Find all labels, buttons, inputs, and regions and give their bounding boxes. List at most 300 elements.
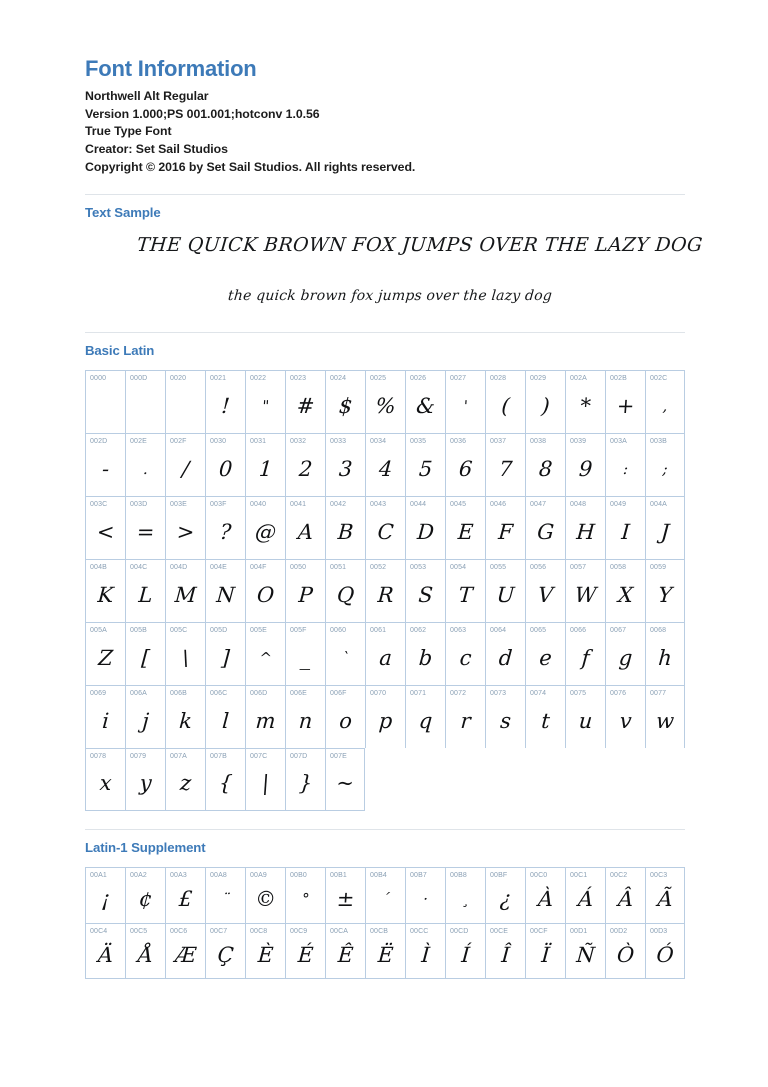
glyph-character: ¸: [461, 890, 471, 909]
glyph-cell[interactable]: [525, 622, 565, 685]
glyph-cell[interactable]: [365, 923, 405, 979]
glyph-character: 5: [418, 456, 434, 481]
glyph-cell[interactable]: [205, 370, 245, 433]
glyph-cell[interactable]: [205, 559, 245, 622]
glyph-cell[interactable]: [285, 370, 325, 433]
glyph-cell[interactable]: [485, 559, 525, 622]
glyph-cell[interactable]: [205, 748, 245, 811]
glyph-codepoint-label: 002C: [650, 375, 668, 383]
glyph-cell[interactable]: [325, 622, 365, 685]
glyph-codepoint-label: 003B: [650, 438, 667, 446]
glyph-codepoint-label: 00C1: [570, 872, 588, 880]
glyph-cell[interactable]: [605, 370, 645, 433]
glyph-cell[interactable]: [165, 622, 205, 685]
glyph-cell[interactable]: [645, 622, 685, 685]
glyph-codepoint-label: 00B7: [410, 872, 427, 880]
glyph-codepoint-label: 0045: [450, 501, 467, 509]
glyph-codepoint-label: 0054: [450, 564, 467, 572]
glyph-character: +: [616, 393, 636, 418]
glyph-grid-row: [85, 559, 685, 622]
glyph-cell[interactable]: [325, 748, 365, 811]
glyph-codepoint-label: 0029: [530, 375, 547, 383]
glyph-codepoint-label: 007E: [330, 753, 347, 761]
glyph-cell[interactable]: [85, 622, 125, 685]
glyph-character: ¡: [100, 887, 111, 912]
glyph-character: f: [580, 645, 591, 670]
glyph-codepoint-label: 00B8: [450, 872, 467, 880]
glyph-cell[interactable]: [325, 923, 365, 979]
glyph-character: L: [137, 582, 154, 607]
glyph-character: a: [378, 645, 393, 670]
glyph-cell[interactable]: [565, 923, 605, 979]
glyph-cell[interactable]: [325, 559, 365, 622]
glyph-cell[interactable]: [125, 433, 165, 496]
glyph-codepoint-label: 0060: [330, 627, 347, 635]
glyph-cell[interactable]: [325, 370, 365, 433]
glyph-cell[interactable]: [85, 496, 125, 559]
glyph-character: z: [179, 771, 193, 796]
glyph-codepoint-label: 00C6: [170, 928, 188, 936]
glyph-cell[interactable]: [205, 867, 245, 923]
glyph-codepoint-label: 005E: [250, 627, 267, 635]
glyph-cell[interactable]: [365, 370, 405, 433]
glyph-codepoint-label: 00B4: [370, 872, 387, 880]
glyph-character: Z: [97, 645, 114, 670]
glyph-codepoint-label: 00D1: [570, 928, 588, 936]
glyph-cell[interactable]: [365, 622, 405, 685]
glyph-codepoint-label: 0068: [650, 627, 667, 635]
glyph-cell[interactable]: [285, 559, 325, 622]
glyph-character: %: [374, 393, 397, 418]
glyph-codepoint-label: 0026: [410, 375, 427, 383]
glyph-cell[interactable]: [645, 433, 685, 496]
glyph-codepoint-label: 00A8: [210, 872, 227, 880]
glyph-grid-row: [85, 496, 685, 559]
glyph-codepoint-label: 00CE: [490, 928, 509, 936]
glyph-character: .: [142, 459, 149, 478]
glyph-cell[interactable]: [445, 923, 485, 979]
glyph-codepoint-label: 006F: [330, 690, 347, 698]
glyph-character: =: [136, 519, 156, 544]
glyph-character: 4: [378, 456, 394, 481]
glyph-cell[interactable]: [605, 433, 645, 496]
glyph-character: 1: [258, 456, 274, 481]
glyph-cell[interactable]: [605, 923, 645, 979]
glyph-character: p: [378, 708, 394, 733]
glyph-codepoint-label: 00CC: [410, 928, 429, 936]
glyph-cell[interactable]: [205, 685, 245, 748]
glyph-character: 0: [218, 456, 234, 481]
glyph-character: ´: [381, 890, 391, 909]
glyph-character: 6: [458, 456, 474, 481]
glyph-cell[interactable]: [205, 496, 245, 559]
glyph-grid-row: [85, 370, 685, 433]
glyph-cell[interactable]: [405, 622, 445, 685]
glyph-cell[interactable]: [485, 370, 525, 433]
font-family-name: Northwell Alt Regular: [85, 89, 209, 104]
glyph-cell[interactable]: [645, 496, 685, 559]
glyph-cell[interactable]: [365, 559, 405, 622]
glyph-codepoint-label: 0070: [370, 690, 387, 698]
glyph-cell[interactable]: [565, 867, 605, 923]
glyph-cell[interactable]: [245, 923, 285, 979]
glyph-cell[interactable]: [125, 867, 165, 923]
glyph-cell[interactable]: [165, 559, 205, 622]
glyph-cell[interactable]: [405, 685, 445, 748]
glyph-cell[interactable]: [445, 433, 485, 496]
glyph-character: -: [101, 456, 111, 481]
glyph-cell[interactable]: [565, 433, 605, 496]
glyph-cell[interactable]: [365, 496, 405, 559]
glyph-cell[interactable]: [485, 622, 525, 685]
glyph-cell[interactable]: [85, 559, 125, 622]
glyph-cell[interactable]: [565, 559, 605, 622]
glyph-cell[interactable]: [205, 923, 245, 979]
glyph-codepoint-label: 005C: [170, 627, 188, 635]
glyph-character: Ã: [656, 887, 674, 912]
glyph-cell[interactable]: [365, 867, 405, 923]
glyph-codepoint-label: 0035: [410, 438, 427, 446]
glyph-character: 7: [498, 456, 514, 481]
glyph-character: Ì: [420, 942, 431, 967]
glyph-codepoint-label: 004F: [250, 564, 267, 572]
glyph-grid-row: [85, 748, 685, 811]
glyph-cell[interactable]: [645, 370, 685, 433]
glyph-cell[interactable]: [525, 923, 565, 979]
glyph-character: i: [101, 708, 110, 733]
glyph-cell[interactable]: [245, 867, 285, 923]
glyph-cell[interactable]: [365, 685, 405, 748]
glyph-character: v: [618, 708, 633, 733]
glyph-cell[interactable]: [165, 433, 205, 496]
glyph-codepoint-label: 003C: [90, 501, 108, 509]
glyph-cell[interactable]: [405, 370, 445, 433]
glyph-character: O: [256, 582, 276, 607]
glyph-character: Ï: [540, 942, 551, 967]
glyph-cell[interactable]: [85, 370, 125, 433]
glyph-cell[interactable]: [245, 433, 285, 496]
glyph-cell[interactable]: [165, 923, 205, 979]
glyph-cell[interactable]: [445, 370, 485, 433]
glyph-cell[interactable]: [405, 559, 445, 622]
glyph-character: Å: [137, 942, 155, 967]
glyph-cell[interactable]: [525, 496, 565, 559]
glyph-character: D: [416, 519, 435, 544]
glyph-cell[interactable]: [645, 923, 685, 979]
glyph-character: e: [538, 645, 553, 670]
glyph-cell[interactable]: [245, 622, 285, 685]
glyph-cell[interactable]: [445, 559, 485, 622]
glyph-cell[interactable]: [285, 748, 325, 811]
glyph-codepoint-label: 0000: [90, 375, 107, 383]
glyph-character: Ò: [616, 942, 636, 967]
glyph-codepoint-label: 000D: [130, 375, 148, 383]
glyph-character: b: [418, 645, 434, 670]
glyph-character: Ñ: [575, 942, 596, 967]
glyph-cell[interactable]: [605, 622, 645, 685]
glyph-character: W: [574, 582, 598, 607]
glyph-character: F: [497, 519, 514, 544]
glyph-cell[interactable]: [85, 923, 125, 979]
glyph-cell[interactable]: [325, 496, 365, 559]
glyph-codepoint-label: 004A: [650, 501, 667, 509]
glyph-character: ¨: [221, 890, 231, 909]
glyph-cell[interactable]: [565, 370, 605, 433]
section-heading-basic-latin: Basic Latin: [85, 343, 155, 359]
glyph-cell[interactable]: [445, 867, 485, 923]
glyph-character: r: [459, 708, 472, 733]
glyph-codepoint-label: 0042: [330, 501, 347, 509]
glyph-character: h: [657, 645, 673, 670]
glyph-character: (: [500, 393, 511, 418]
glyph-codepoint-label: 006D: [250, 690, 268, 698]
glyph-codepoint-label: 0064: [490, 627, 507, 635]
glyph-cell[interactable]: [405, 433, 445, 496]
glyph-cell[interactable]: [85, 748, 125, 811]
glyph-cell[interactable]: [565, 622, 605, 685]
glyph-cell[interactable]: [165, 748, 205, 811]
glyph-cell[interactable]: [165, 867, 205, 923]
glyph-character: 2: [298, 456, 314, 481]
glyph-cell[interactable]: [605, 685, 645, 748]
glyph-character: C: [376, 519, 395, 544]
section-divider-text-sample: [85, 194, 685, 195]
glyph-cell[interactable]: [605, 559, 645, 622]
glyph-codepoint-label: 0052: [370, 564, 387, 572]
glyph-cell[interactable]: [125, 748, 165, 811]
glyph-character: g: [618, 645, 634, 670]
glyph-codepoint-label: 00BF: [490, 872, 508, 880]
glyph-codepoint-label: 0076: [610, 690, 627, 698]
glyph-character: *: [579, 393, 592, 418]
glyph-cell[interactable]: [525, 685, 565, 748]
glyph-character: y: [138, 771, 153, 796]
glyph-cell[interactable]: [245, 685, 285, 748]
glyph-character: ]: [220, 645, 231, 670]
glyph-character: E: [457, 519, 475, 544]
glyph-codepoint-label: 004B: [90, 564, 107, 572]
glyph-codepoint-label: 0043: [370, 501, 387, 509]
glyph-cell[interactable]: [605, 496, 645, 559]
glyph-character: 8: [538, 456, 554, 481]
glyph-cell[interactable]: [645, 559, 685, 622]
glyph-character: |: [261, 771, 271, 796]
glyph-cell[interactable]: [285, 433, 325, 496]
glyph-cell[interactable]: [405, 867, 445, 923]
glyph-cell[interactable]: [485, 923, 525, 979]
glyph-character: l: [221, 708, 230, 733]
glyph-cell[interactable]: [125, 559, 165, 622]
glyph-codepoint-label: 00A9: [250, 872, 267, 880]
glyph-codepoint-label: 0063: [450, 627, 467, 635]
font-creator: Creator: Set Sail Studios: [85, 141, 228, 156]
glyph-codepoint-label: 002F: [170, 438, 187, 446]
glyph-cell[interactable]: [645, 867, 685, 923]
glyph-codepoint-label: 00B0: [290, 872, 307, 880]
glyph-codepoint-label: 006E: [290, 690, 307, 698]
glyph-codepoint-label: 0046: [490, 501, 507, 509]
glyph-character: R: [376, 582, 395, 607]
glyph-codepoint-label: 0062: [410, 627, 427, 635]
glyph-codepoint-label: 0073: [490, 690, 507, 698]
glyph-codepoint-label: 007D: [290, 753, 308, 761]
glyph-cell[interactable]: [445, 685, 485, 748]
glyph-codepoint-label: 00A2: [130, 872, 147, 880]
glyph-character: I: [620, 519, 631, 544]
glyph-codepoint-label: 00C0: [530, 872, 548, 880]
glyph-codepoint-label: 0044: [410, 501, 427, 509]
glyph-codepoint-label: 0066: [570, 627, 587, 635]
glyph-character: [84, 383, 126, 433]
glyph-cell[interactable]: [445, 622, 485, 685]
glyph-cell[interactable]: [405, 923, 445, 979]
section-divider-basic-latin: [85, 332, 685, 333]
glyph-cell[interactable]: [245, 496, 285, 559]
glyph-cell[interactable]: [645, 685, 685, 748]
glyph-cell[interactable]: [125, 622, 165, 685]
glyph-character: }: [298, 771, 314, 796]
glyph-cell[interactable]: [85, 433, 125, 496]
glyph-cell[interactable]: [565, 685, 605, 748]
glyph-cell[interactable]: [285, 923, 325, 979]
glyph-character: °: [301, 890, 311, 909]
glyph-character: U: [495, 582, 516, 607]
glyph-cell[interactable]: [485, 867, 525, 923]
glyph-codepoint-label: 0034: [370, 438, 387, 446]
glyph-character: s: [499, 708, 512, 733]
glyph-cell[interactable]: [165, 685, 205, 748]
glyph-codepoint-label: 00C9: [290, 928, 308, 936]
glyph-cell[interactable]: [245, 559, 285, 622]
glyph-cell[interactable]: [525, 559, 565, 622]
glyph-character: c: [458, 645, 473, 670]
glyph-codepoint-label: 0051: [330, 564, 347, 572]
pangram-uppercase: THE QUICK BROWN FOX JUMPS OVER THE LAZY DOG: [136, 234, 704, 257]
glyph-cell[interactable]: [445, 496, 485, 559]
glyph-character: Ç: [216, 942, 235, 967]
glyph-cell[interactable]: [525, 433, 565, 496]
glyph-codepoint-label: 0077: [650, 690, 667, 698]
glyph-cell[interactable]: [485, 685, 525, 748]
glyph-cell[interactable]: [565, 496, 605, 559]
glyph-character: k: [178, 708, 193, 733]
glyph-cell[interactable]: [485, 433, 525, 496]
glyph-cell[interactable]: [525, 867, 565, 923]
glyph-character: ¿: [499, 887, 513, 912]
font-copyright: Copyright © 2016 by Set Sail Studios. All rights reserved.: [85, 159, 416, 174]
glyph-cell[interactable]: [205, 622, 245, 685]
glyph-cell[interactable]: [325, 685, 365, 748]
glyph-character: ^: [258, 648, 273, 667]
glyph-character: M: [174, 582, 198, 607]
glyph-cell[interactable]: [485, 496, 525, 559]
glyph-codepoint-label: 00B1: [330, 872, 347, 880]
glyph-character: Ë: [377, 942, 395, 967]
pangram-lowercase: the quick brown fox jumps over the lazy dog: [227, 288, 553, 305]
glyph-codepoint-label: 0069: [90, 690, 107, 698]
glyph-character: 3: [338, 456, 354, 481]
glyph-codepoint-label: 003D: [130, 501, 148, 509]
glyph-codepoint-label: 0030: [210, 438, 227, 446]
font-format: True Type Font: [85, 124, 172, 139]
glyph-codepoint-label: 0058: [610, 564, 627, 572]
glyph-cell[interactable]: [85, 685, 125, 748]
glyph-codepoint-label: 0023: [290, 375, 307, 383]
glyph-codepoint-label: 0074: [530, 690, 547, 698]
glyph-character: £: [178, 887, 194, 912]
glyph-cell[interactable]: [125, 923, 165, 979]
glyph-character: S: [417, 582, 434, 607]
glyph-codepoint-label: 006A: [130, 690, 147, 698]
glyph-codepoint-label: 0055: [490, 564, 507, 572]
glyph-character: m: [254, 708, 277, 733]
glyph-character: È: [257, 942, 275, 967]
glyph-character: ;: [662, 459, 669, 478]
glyph-cell[interactable]: [365, 433, 405, 496]
glyph-codepoint-label: 0040: [250, 501, 267, 509]
glyph-cell[interactable]: [165, 496, 205, 559]
glyph-codepoint-label: 0027: [450, 375, 467, 383]
glyph-character: Æ: [174, 942, 198, 967]
glyph-codepoint-label: 00CA: [330, 928, 349, 936]
glyph-character: Ä: [97, 942, 115, 967]
page-title: Font Information: [85, 56, 257, 81]
glyph-codepoint-label: 0020: [170, 375, 187, 383]
glyph-cell[interactable]: [325, 433, 365, 496]
glyph-cell[interactable]: [325, 867, 365, 923]
glyph-cell[interactable]: [525, 370, 565, 433]
glyph-codepoint-label: 0036: [450, 438, 467, 446]
glyph-grid-row: [85, 685, 685, 748]
glyph-codepoint-label: 0024: [330, 375, 347, 383]
glyph-character: #: [296, 393, 316, 418]
glyph-cell[interactable]: [245, 748, 285, 811]
glyph-cell[interactable]: [125, 496, 165, 559]
glyph-cell[interactable]: [285, 685, 325, 748]
glyph-character: H: [575, 519, 596, 544]
glyph-cell[interactable]: [405, 496, 445, 559]
glyph-cell[interactable]: [85, 867, 125, 923]
glyph-cell[interactable]: [165, 370, 205, 433]
glyph-codepoint-label: 0041: [290, 501, 307, 509]
section-heading-latin1-supplement: Latin-1 Supplement: [85, 840, 206, 856]
glyph-codepoint-label: 002A: [570, 375, 587, 383]
glyph-codepoint-label: 0028: [490, 375, 507, 383]
glyph-codepoint-label: 003E: [170, 501, 187, 509]
glyph-codepoint-label: 0039: [570, 438, 587, 446]
glyph-cell[interactable]: [205, 433, 245, 496]
glyph-character: ~: [335, 771, 355, 796]
glyph-character: ?: [219, 519, 233, 544]
glyph-codepoint-label: 0072: [450, 690, 467, 698]
glyph-codepoint-label: 004E: [210, 564, 227, 572]
glyph-codepoint-label: 0031: [250, 438, 267, 446]
glyph-cell[interactable]: [285, 622, 325, 685]
glyph-cell[interactable]: [605, 867, 645, 923]
glyph-cell[interactable]: [125, 685, 165, 748]
glyph-grid-latin1-supplement: [85, 867, 685, 979]
glyph-codepoint-label: 003F: [210, 501, 227, 509]
glyph-cell[interactable]: [285, 496, 325, 559]
glyph-cell[interactable]: [125, 370, 165, 433]
glyph-grid-row: [85, 622, 685, 685]
glyph-codepoint-label: 00A1: [90, 872, 107, 880]
glyph-cell[interactable]: [245, 370, 285, 433]
glyph-character: o: [338, 708, 353, 733]
glyph-codepoint-label: 0057: [570, 564, 587, 572]
glyph-codepoint-label: 006C: [210, 690, 228, 698]
glyph-cell[interactable]: [285, 867, 325, 923]
